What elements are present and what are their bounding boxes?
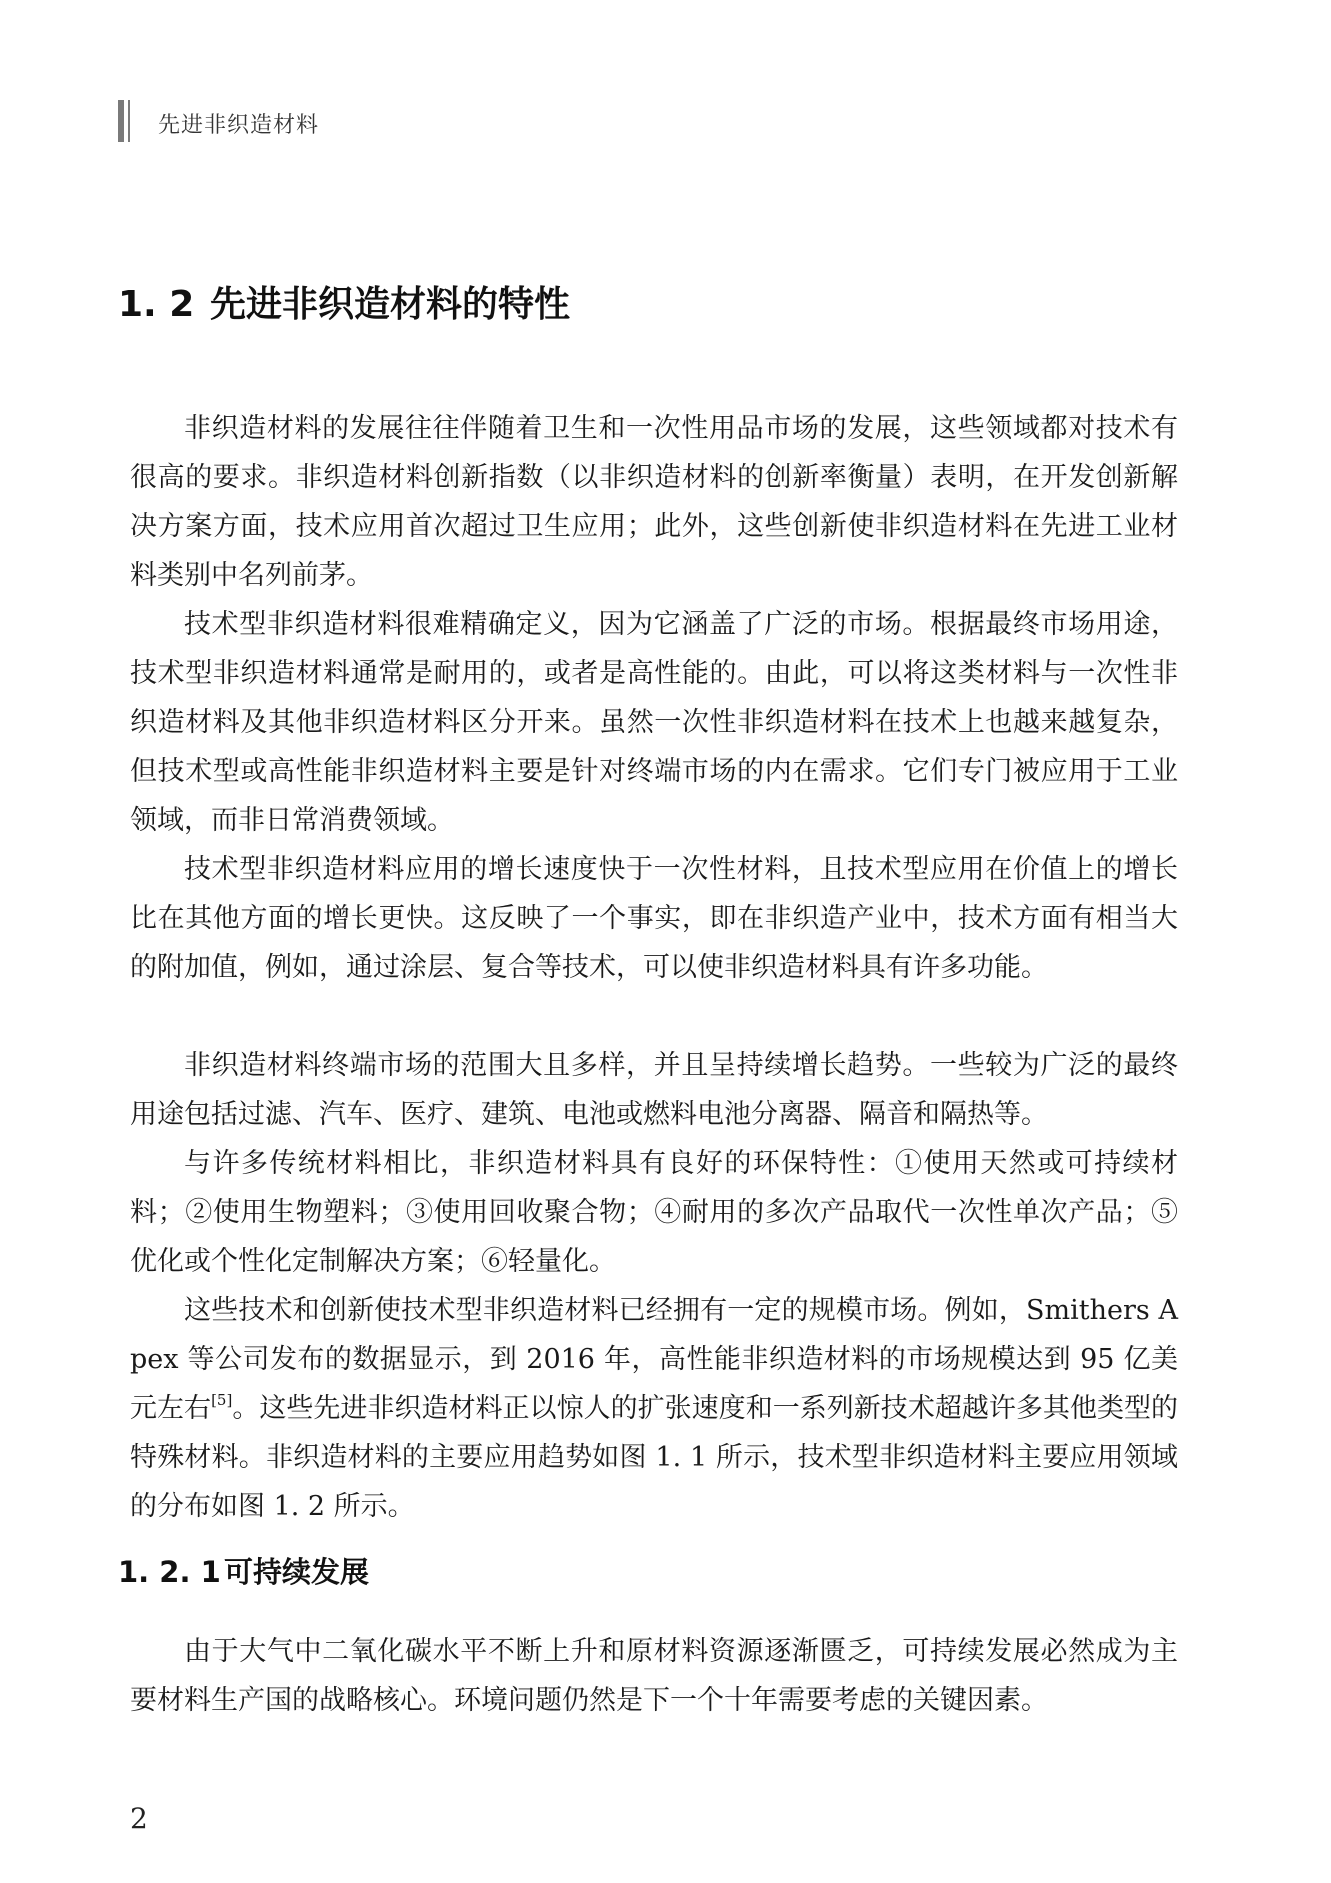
subsection-heading — [118, 1550, 369, 1591]
section-number: 1. 2 — [118, 284, 195, 325]
paragraph-definition: 技术型非织造材料很难精确定义，因为它涵盖了广泛的市场。根据最终市场用途，技术型非织造材料通常是耐用的，或者是高性能的。由此，可以将这类材料与一次性非织造材料及其他非织造材料区分开来。虽然一次性非织造材料在技术上也越来越复杂，但技术型或高性能非织造材料主要是针对终端市场的内在需求。它们专门被应用于工业领域，而非日常消费领域。 — [130, 609, 1178, 836]
header-bar-ornament — [118, 100, 136, 142]
paragraph-innovation: 非织造材料的发展往往伴随着卫生和一次性用品市场的发展，这些领域都对技术有很高的要求。非织造材料创新指数（以非织造材料的创新率衡量）表明，在开发创新解决方案方面，技术应用首次超过卫生应用；此外，这些创新使非织造材料在先进工业材料类别中名列前茅。 — [130, 413, 1178, 591]
page-number: 2 — [130, 1802, 148, 1835]
paragraph-environmental: 与许多传统材料相比，非织造材料具有良好的环保特性：①使用天然或可持续材料；②使用生物塑料；③使用回收聚合物；④耐用的多次产品取代一次性单次产品；⑤优化或个性化定制解决方案；⑥轻量化。 — [130, 1148, 1178, 1277]
paragraph-sustainability: 由于大气中二氧化碳水平不断上升和原材料资源逐渐匮乏，可持续发展必然成为主要材料生产国的战略核心。环境问题仍然是下一个十年需要考虑的关键因素。 — [130, 1636, 1178, 1716]
subsection-title: 可持续发展 — [224, 1555, 370, 1589]
header-thick-bar — [118, 100, 124, 142]
paragraph-growth: 技术型非织造材料应用的增长速度快于一次性材料，且技术型应用在价值上的增长比在其他方面的增长更快。这反映了一个事实，即在非织造产业中，技术方面有相当大的附加值，例如，通过涂层、复合等技术，可以使非织造材料具有许多功能。 — [130, 854, 1178, 983]
section-title: 先进非织造材料的特性 — [210, 284, 571, 325]
paragraph-market-size — [130, 1286, 1178, 1531]
market-text-before-citation: 这些技术和创新使技术型非织造材料已经拥有一定的规模市场。例如，Smithers Apex 等公司发布的数据显示，到 2016 年，高性能非织造材料的市场规模达到 95 亿美元左右 — [130, 1295, 1178, 1424]
citation-reference: [5] — [211, 1391, 233, 1409]
paragraph-end-markets: 非织造材料终端市场的范围大且多样，并且呈持续增长趋势。一些较为广泛的最终用途包括过滤、汽车、医疗、建筑、电池或燃料电池分离器、隔音和隔热等。 — [130, 1050, 1178, 1130]
market-text-after-citation: 。这些先进非织造材料正以惊人的扩张速度和一系列新技术超越许多其他类型的特殊材料。非织造材料的主要应用趋势如图 1. 1 所示，技术型非织造材料主要应用领域的分布如图 1. 2 所示。 — [130, 1393, 1179, 1522]
running-header-title: 先进非织造材料 — [158, 113, 320, 138]
header-thin-bar — [128, 100, 130, 142]
section-heading — [118, 276, 570, 327]
subsection-number: 1. 2. 1 — [118, 1555, 221, 1589]
